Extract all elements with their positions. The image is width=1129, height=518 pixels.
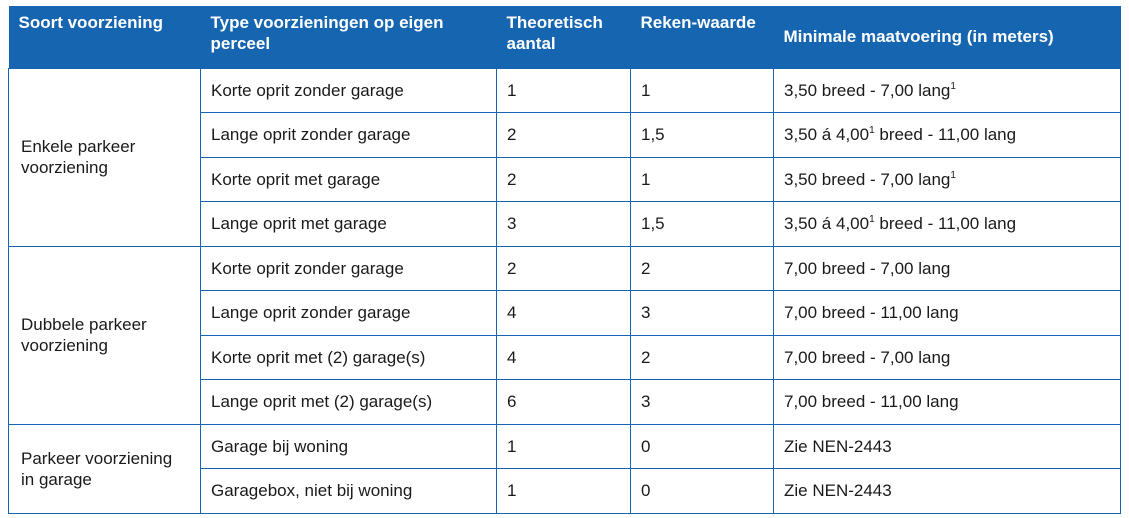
maat-cell (774, 202, 1121, 247)
maat-text: 3,50 á 4,00 (784, 214, 870, 234)
footnote-marker: 1 (869, 125, 875, 137)
header-maatvoering: Minimale maatvoering (in meters) (774, 6, 1121, 68)
maat-cell (774, 113, 1121, 158)
footnote-marker: 1 (950, 80, 956, 92)
maat-text: 3,50 á 4,00 (784, 125, 870, 145)
maat-cell (774, 68, 1121, 113)
maat-tail: breed - 11,00 lang (874, 214, 1017, 234)
reken-cell: 0 (631, 424, 774, 469)
header-row (9, 6, 1121, 68)
reken-cell: 3 (631, 291, 774, 336)
aantal-cell: 1 (497, 68, 631, 113)
maat-cell: Zie NEN-2443 (774, 469, 1121, 514)
group-dubbele: Dubbele parkeer voorziening (9, 246, 201, 424)
parking-requirements-table (8, 6, 1121, 514)
aantal-cell: 2 (497, 113, 631, 158)
aantal-cell: 1 (497, 424, 631, 469)
reken-cell: 3 (631, 380, 774, 425)
reken-cell: 2 (631, 246, 774, 291)
reken-cell: 1 (631, 68, 774, 113)
reken-cell: 0 (631, 469, 774, 514)
type-cell: Garage bij woning (201, 424, 497, 469)
aantal-cell: 4 (497, 291, 631, 336)
aantal-cell: 3 (497, 202, 631, 247)
maat-cell: 7,00 breed - 11,00 lang (774, 380, 1121, 425)
header-rekenwaarde: Reken-waarde (631, 6, 774, 68)
maat-cell: Zie NEN-2443 (774, 424, 1121, 469)
type-cell: Korte oprit met (2) garage(s) (201, 335, 497, 380)
aantal-cell: 4 (497, 335, 631, 380)
reken-cell: 1,5 (631, 113, 774, 158)
aantal-cell: 1 (497, 469, 631, 514)
aantal-cell: 2 (497, 246, 631, 291)
maat-cell: 7,00 breed - 11,00 lang (774, 291, 1121, 336)
group-enkele: Enkele parkeer voorziening (9, 68, 201, 246)
table-body (9, 68, 1121, 513)
aantal-cell: 6 (497, 380, 631, 425)
header-type: Type voorzieningen op eigen perceel (201, 6, 497, 68)
table-row (9, 68, 1121, 113)
table-row (9, 424, 1121, 469)
reken-cell: 1,5 (631, 202, 774, 247)
type-cell: Lange oprit zonder garage (201, 291, 497, 336)
type-cell: Lange oprit zonder garage (201, 113, 497, 158)
header-soort: Soort voorziening (9, 6, 201, 68)
footnote-marker: 1 (950, 169, 956, 181)
maat-tail: breed - 11,00 lang (874, 125, 1017, 145)
aantal-cell: 2 (497, 157, 631, 202)
maat-text: 3,50 breed - 7,00 lang (784, 80, 951, 100)
group-garage: Parkeer voorziening in garage (9, 424, 201, 513)
reken-cell: 2 (631, 335, 774, 380)
type-cell: Lange oprit met (2) garage(s) (201, 380, 497, 425)
type-cell: Korte oprit met garage (201, 157, 497, 202)
footnote-marker: 1 (869, 214, 875, 226)
type-cell: Lange oprit met garage (201, 202, 497, 247)
maat-text: 3,50 breed - 7,00 lang (784, 169, 951, 189)
table-header (9, 6, 1121, 68)
type-cell: Garagebox, niet bij woning (201, 469, 497, 514)
maat-cell (774, 157, 1121, 202)
reken-cell: 1 (631, 157, 774, 202)
header-theoretisch: Theoretisch aantal (497, 6, 631, 68)
maat-cell: 7,00 breed - 7,00 lang (774, 335, 1121, 380)
type-cell: Korte oprit zonder garage (201, 246, 497, 291)
table-row (9, 246, 1121, 291)
type-cell: Korte oprit zonder garage (201, 68, 497, 113)
maat-cell: 7,00 breed - 7,00 lang (774, 246, 1121, 291)
